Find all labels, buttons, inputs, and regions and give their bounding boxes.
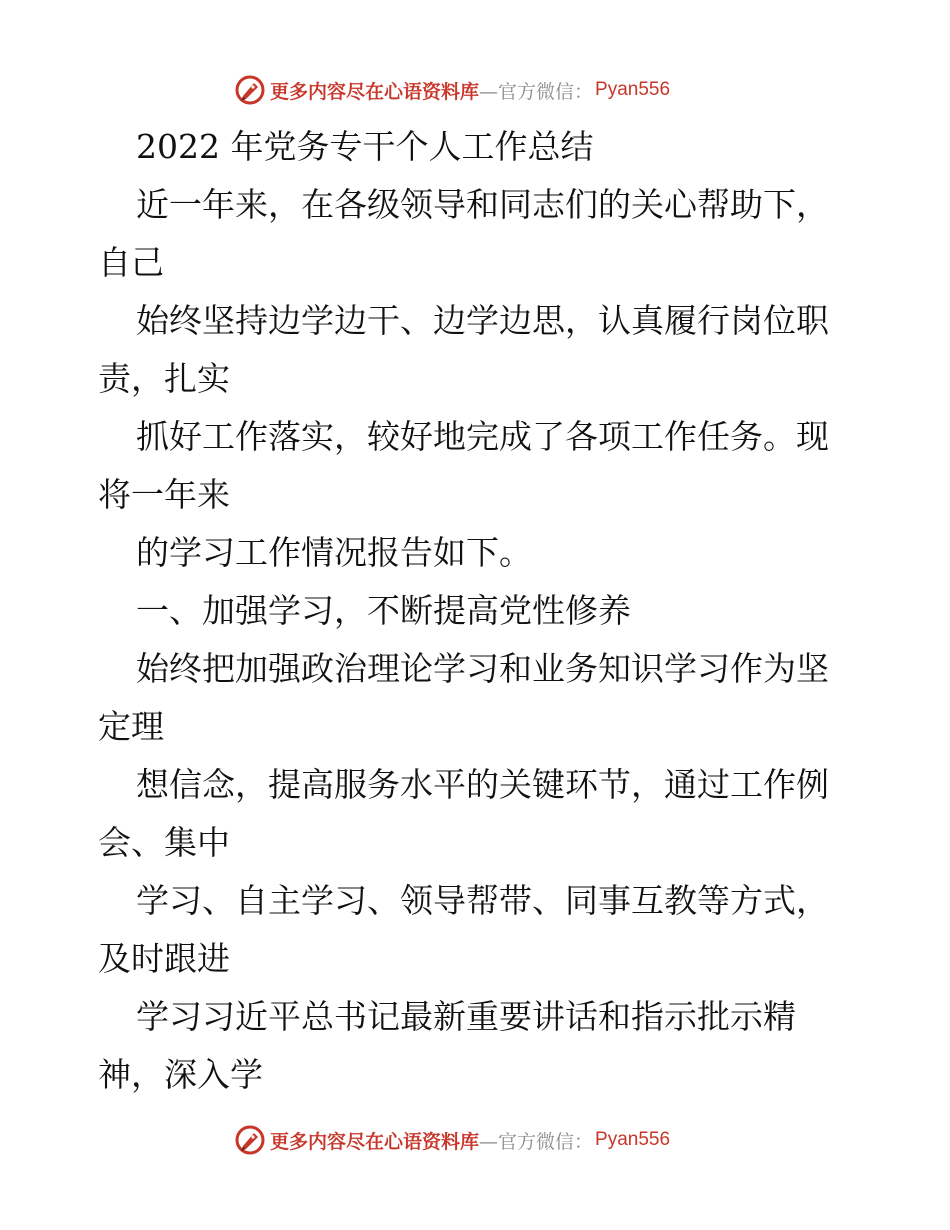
paragraph-line: 抓好工作落实，较好地完成了各项工作任务。现	[136, 417, 829, 456]
banner-main-text: 更多内容尽在心语资料库	[270, 1130, 480, 1153]
paragraph-line: 始终把加强政治理论学习和业务知识学习作为坚	[136, 649, 829, 688]
paragraph-line: 的学习工作情况报告如下。	[136, 533, 532, 572]
paragraph-line: 自己	[98, 243, 164, 282]
banner-wechat-id: Pyan556	[595, 1129, 671, 1150]
document-body	[98, 118, 858, 1104]
paragraph-line: 将一年来	[98, 475, 230, 514]
paragraph-line: 近一年来，在各级领导和同志们的关心帮助下，	[136, 185, 829, 224]
banner-separator-text: —官方微信：	[479, 1130, 594, 1153]
footer-watermark-banner	[234, 1123, 670, 1157]
document-title: 2022 年党务专干个人工作总结	[136, 127, 594, 166]
paragraph-line: 及时跟进	[98, 939, 230, 978]
paragraph-line: 神，深入学	[98, 1055, 263, 1094]
paragraph-line: 定理	[98, 707, 164, 746]
paragraph-line: 会、集中	[98, 823, 230, 862]
pen-nib-logo-icon	[234, 1124, 266, 1156]
banner-main-text: 更多内容尽在心语资料库	[270, 80, 480, 103]
paragraph-line: 想信念，提高服务水平的关键环节，通过工作例	[136, 765, 829, 804]
header-watermark-banner	[234, 73, 670, 107]
section-heading: 一、加强学习，不断提高党性修养	[136, 591, 631, 630]
banner-wechat-id: Pyan556	[595, 79, 671, 100]
paragraph-line: 始终坚持边学边干、边学边思，认真履行岗位职	[136, 301, 829, 340]
banner-separator-text: —官方微信：	[479, 80, 594, 103]
paragraph-line: 学习习近平总书记最新重要讲话和指示批示精	[136, 997, 796, 1036]
paragraph-line: 责，扎实	[98, 359, 230, 398]
paragraph-line: 学习、自主学习、领导帮带、同事互教等方式，	[136, 881, 829, 920]
pen-nib-logo-icon	[234, 74, 266, 106]
